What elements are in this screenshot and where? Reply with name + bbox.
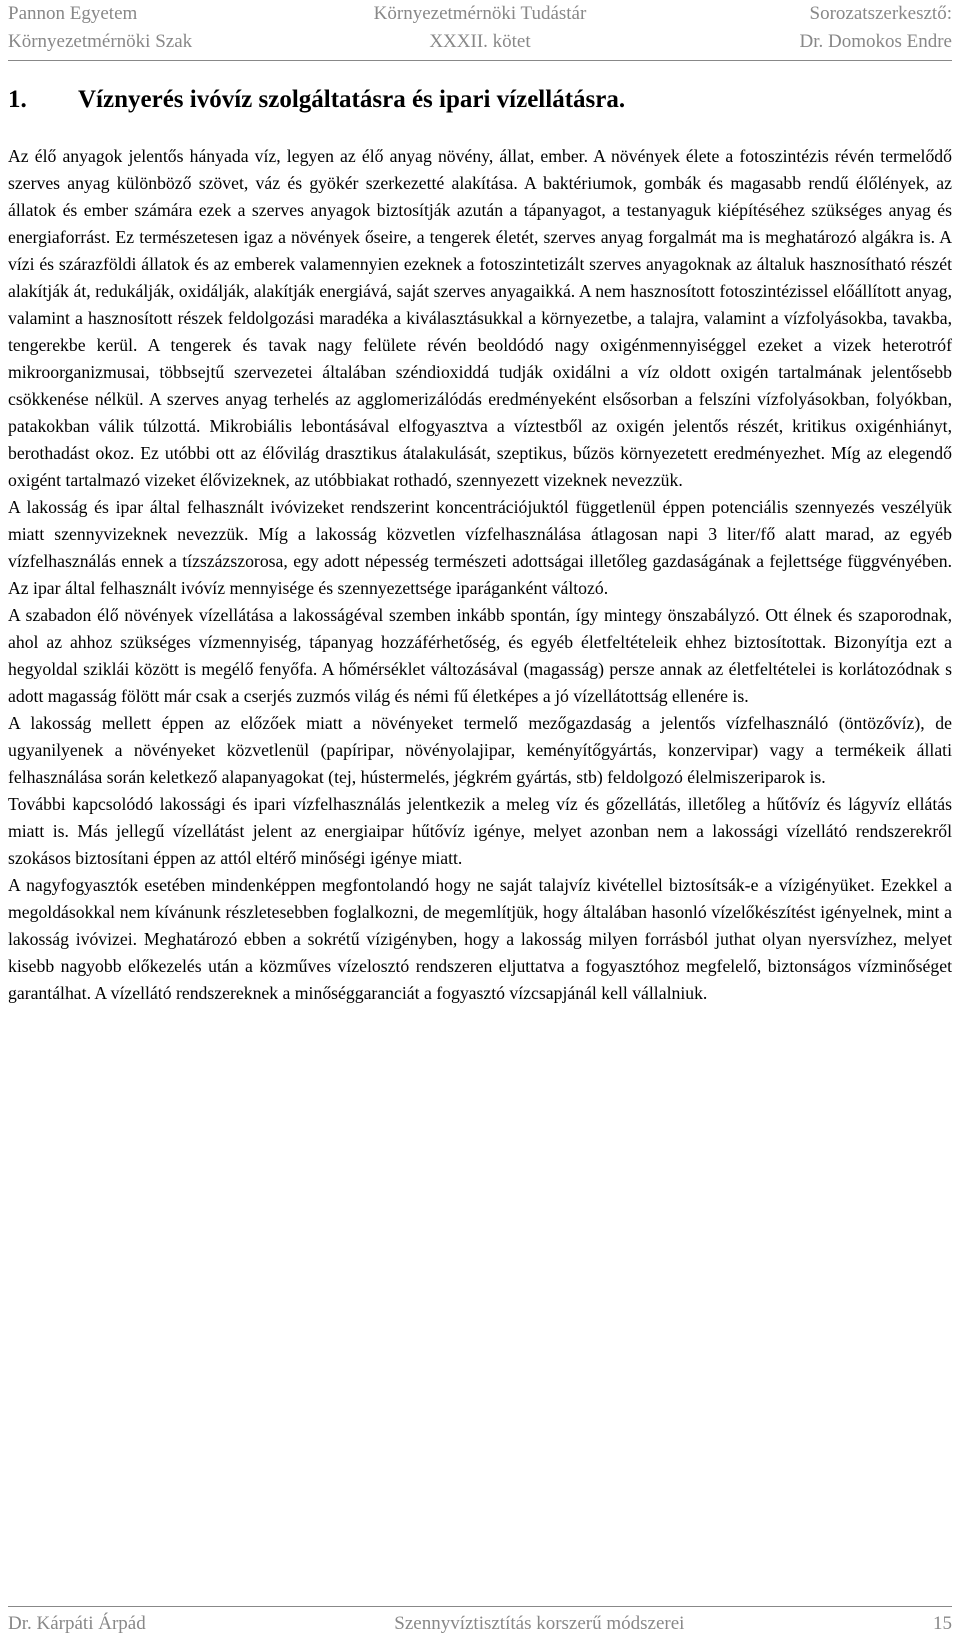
header-center [320,0,641,58]
body-text [8,143,952,1007]
header-editor-label: Sorozatszerkesztő: [809,3,952,24]
paragraph: További kapcsolódó lakossági és ipari vízfelhasználás jelentkezik a meleg víz és gőzellátás, illetőleg a hűtővíz és lágyvíz ellátás miatt is. Más jellegű vízellátást jelent az energiaipar hűtővíz igénye, melyet azonban nem a lakossági vízellátó rendszerekről szokásos biztosítani éppen az attól eltérő minőségi igénye miatt. [8,794,952,868]
header-left [8,0,320,58]
page-number: 15 [933,1613,952,1634]
chapter-heading [8,84,952,116]
paragraph: A lakosság és ipar által felhasznált ivóvizeket rendszerint koncentrációjuktól függetlenül éppen potenciális szennyezés veszélyük miatt szennyvizeknek nevezzük. Míg a lakosság közvetlen vízfelhasználása átlagosan napi 3 liter/fő alatt marad, az egyéb vízfelhasználás ennek a tízszázszorosa, egy adott népesség természeti adottságai illetőleg gazdaságának a fejlettsége függvényében. Az ipar által felhasznált ivóvíz mennyisége és szennyezettsége iparáganként változó. [8,497,952,598]
header-program: Környezetmérnöki Szak [8,31,193,52]
header-university: Pannon Egyetem [8,3,138,24]
chapter-number: 1. [8,86,27,113]
header-volume: XXXII. kötet [429,31,531,52]
page-footer [8,1610,952,1640]
header-divider [8,60,952,61]
paragraph: Az élő anyagok jelentős hányada víz, legyen az élő anyag növény, állat, ember. A növények élete a fotoszintézis révén termelődő szerves anyag különböző szövet, váz és gyökér szerkezetté alakítása. A baktériumok, gombák és magasabb rendű élőlények, az állatok és ember számára ezek a szerves anyagok biztosítják azután a tápanyagot, a testanyaguk kiépítéséhez szükséges anyag és energiaforrást. Ez természetesen igaz a növények őseire, a tengerek életét, szerves anyag forgalmát ma is meghatározó algákra is. A vízi és szárazföldi állatok és az emberek valamennyien ezeknek a fotoszintetizált szerves anyagoknak az általuk hasznosítható részét alakítják át, redukálják, oxidálják, alakítják energiává, saját szerves anyagaikká. A nem hasznosított fotoszintézissel előállított anyag, valamint a hasznosított részek feldolgozási maradéka a kiválasztásukkal a környezetbe, a talajra, valamint a vízfolyásokba, tavakba, tengerekbe kerül. A tengerek és tavak nagy felülete révén beoldódó nagy oxigénmennyiséggel ezeket a vizek heterotróf mikroorganizmusai, többsejtű szervezetei általában széndioxiddá tudják oxidálni a víz oldott oxigén tartalmának jelentősebb csökkenése nélkül. A szerves anyag terhelés az agglomerizálódás eredményeként elsősorban a felszíni vízfolyásokban, folyókban, patakokban válik túlzottá. Mikrobiális lebontásával elfogyasztva a víztestből az oxigén jelentős részét, kritikus oxigénhiányt, berothadást okoz. Ez utóbbi ott az élővilág drasztikus átalakulását, szeptikus, bűzös környezetett eredményezhet. Míg az elegendő oxigént tartalmazó vizeket élővizeknek, az utóbbiakat rothadó, szennyezett vizeknek nevezzük. [8,146,952,490]
footer-title: Szennyvíztisztítás korszerű módszerei [394,1613,685,1634]
paragraph: A nagyfogyasztók esetében mindenképpen megfontolandó hogy ne saját talajvíz kivétellel biztosítsák-e a vízigényüket. Ezekkel a megoldásokkal nem kívánunk részletesebben foglalkozni, de megemlítjük, hogy általában hasonló vízelőkészítést igényelnek, mint a lakosság ivóvizei. Meghatározó ebben a sokrétű vízigényben, hogy a lakosság milyen forrásból juthat olyan nyersvízhez, melyet kisebb nagyobb előkezelés után a közműves vízelosztó rendszeren eljuttatva a fogyasztóhoz megfelelő, biztonságos vízminőséget garantálhat. A vízellátó rendszereknek a minőséggaranciát a fogyasztó vízcsapjánál kell vállalniuk. [8,875,952,1003]
header-right [640,0,952,58]
header-editor-name: Dr. Domokos Endre [799,31,952,52]
page-header [8,0,952,58]
footer-divider [8,1606,952,1607]
footer-author: Dr. Kárpáti Árpád [8,1613,146,1634]
paragraph: A szabadon élő növények vízellátása a lakosságéval szemben inkább spontán, így mintegy önszabályzó. Ott élnek és szaporodnak, ahol az ahhoz szükséges vízmennyiség, tápanyag hozzáférhetőség, és egyéb életfeltételeik ehhez biztosítottak. Bizonyítja ezt a hegyoldal sziklái között is megélő fenyőfa. A hőmérséklet változásával (magasság) persze annak az életfeltételei is korlátozódnak s adott magasság fölött már csak a cserjés zuzmós világ és némi fű életképes a jó vízellátottság ellenére is. [8,605,952,706]
chapter-title: Víznyerés ivóvíz szolgáltatásra és ipari vízellátásra. [78,86,626,113]
paragraph: A lakosság mellett éppen az előzőek miatt a növényeket termelő mezőgazdaság a jelentős vízfelhasználó (öntözővíz), de ugyanilyenek a növényeket közvetlenül (papíripar, növényolajipar, keményítőgyártás, konzervipar) vagy a termékeik állati felhasználása során keletkező alapanyagokat (tej, hústermelés, jégkrém gyártás, stb) feldolgozó élelmiszeriparok is. [8,713,952,787]
header-series: Környezetmérnöki Tudástár [373,3,587,24]
